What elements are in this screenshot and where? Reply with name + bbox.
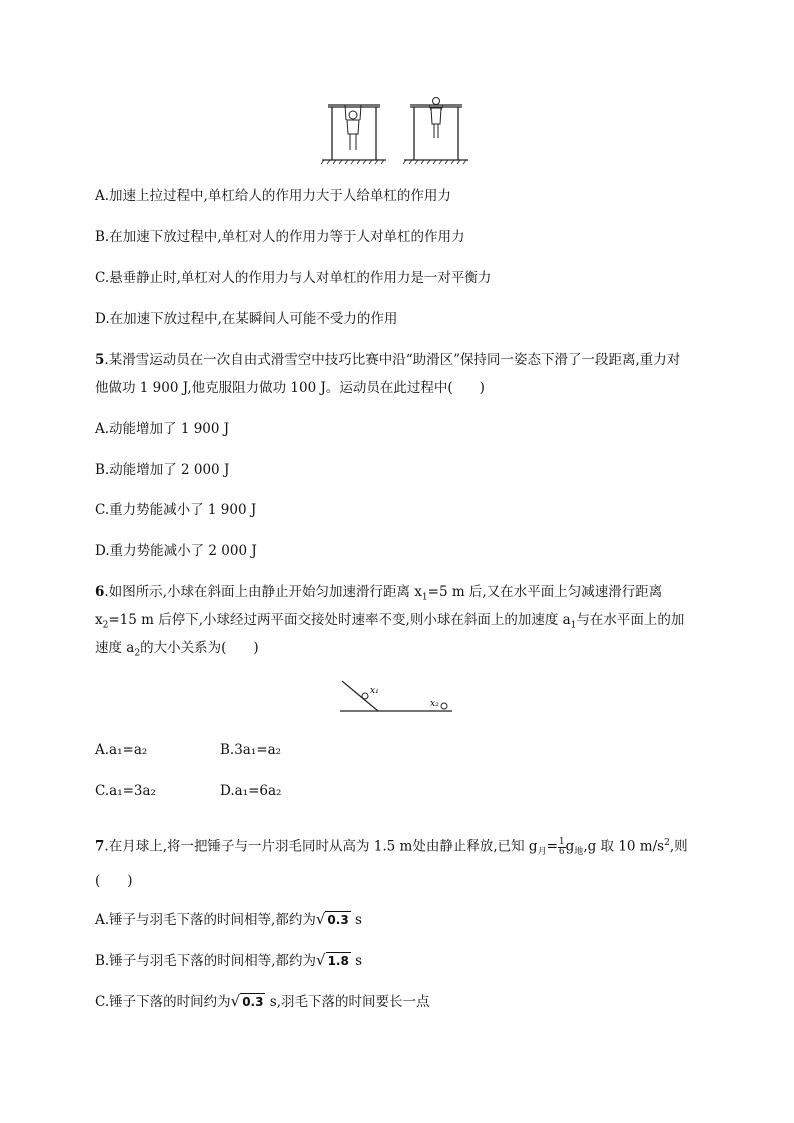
q6-stem-text3b: 的大小关系为( ) <box>140 640 259 656</box>
q6-sub-2b: 2 <box>134 648 141 659</box>
sqrt-icon: √ <box>315 910 326 928</box>
q6-stem-line2 <box>95 612 684 634</box>
person-hanging <box>345 105 361 150</box>
q7-option-c[interactable] <box>95 993 429 1010</box>
q6-option-d[interactable]: D.a₁=6a₂ <box>220 783 282 799</box>
q7-option-b-text: B.锤子与羽毛下落的时间相等,都约为 <box>95 953 317 969</box>
ball-on-incline <box>362 693 368 699</box>
q5-option-d[interactable]: D.重力势能减小了 2 000 J <box>95 543 257 559</box>
incline-figure <box>338 676 458 716</box>
q4-option-a[interactable]: A.加速上拉过程中,单杠给人的作用力大于人给单杠的作用力 <box>95 188 451 204</box>
q7-option-a-text: A.锤子与羽毛下落的时间相等,都约为 <box>95 912 316 928</box>
q7-eq: = <box>546 838 558 855</box>
q7-option-a[interactable] <box>95 911 362 928</box>
left-bar-frame <box>322 105 386 160</box>
q7-sub-earth: 地 <box>574 847 584 858</box>
q7-stem-text-c: ,则 <box>669 838 688 855</box>
q6-sub-2a: 2 <box>102 620 109 631</box>
q7-option-a-unit: s <box>350 912 362 928</box>
q6-stem-text3a: 速度 a <box>95 640 135 656</box>
q5-option-c[interactable]: C.重力势能减小了 1 900 J <box>95 502 257 518</box>
q6-stem-text2c: 与在水平面上的加 <box>576 612 685 628</box>
q7-frac-bot: 6 <box>558 846 565 857</box>
label-x1: x₁ <box>370 686 379 696</box>
q6-sub-1a: 1 <box>421 592 428 603</box>
pullup-figure <box>320 96 470 166</box>
q6-number: 6 <box>95 584 105 600</box>
q7-frac-top: 1 <box>558 836 565 847</box>
q7-sup-2: 2 <box>664 838 670 848</box>
sqrt-icon: √ <box>230 992 241 1010</box>
q7-option-a-radicand: 0.3 <box>327 913 349 927</box>
q4-option-c[interactable]: C.悬垂静止时,单杠对人的作用力与人对单杠的作用力是一对平衡力 <box>95 270 492 286</box>
q6-option-c[interactable]: C.a₁=3a₂ <box>95 783 156 799</box>
person-pulled-up <box>429 98 443 139</box>
q7-g-earth: g <box>565 838 575 855</box>
q7-stem <box>95 835 688 860</box>
q6-option-a[interactable]: A.a₁=a₂ <box>95 742 148 758</box>
label-x2: x₂ <box>430 699 439 709</box>
q7-number: 7 <box>95 838 105 855</box>
q7-stem-text-a: .在月球上,将一把锤子与一片羽毛同时从高为 1.5 m处由静止释放,已知 g <box>104 838 538 855</box>
q5-stem-line1 <box>95 352 680 368</box>
q5-stem-text1: .某滑雪运动员在一次自由式滑雪空中技巧比赛中沿“助滑区”保持同一姿态下滑了一段距离,重力对 <box>104 352 681 368</box>
q7-option-c-text: C.锤子下落的时间约为 <box>95 994 231 1010</box>
q7-option-b-unit: s <box>350 953 363 969</box>
ball-on-plane <box>441 703 447 709</box>
q7-option-c-text-b: s,羽毛下落的时间要长一点 <box>265 994 430 1010</box>
q6-stem-text1b: =5 m 后,又在水平面上匀减速滑行距离 <box>427 584 663 600</box>
q6-sub-1b: 1 <box>570 620 577 631</box>
q4-option-d[interactable]: D.在加速下放过程中,在某瞬间人可能不受力的作用 <box>95 311 398 327</box>
q6-stem-text1a: .如图所示,小球在斜面上由静止开始匀加速滑行距离 x <box>104 584 422 600</box>
q5-stem-line2: 他做功 1 900 J,他克服阻力做功 100 J。运动员在此过程中( ) <box>95 380 485 396</box>
q6-stem-text2a: x <box>95 612 103 628</box>
q7-option-c-radicand: 0.3 <box>242 995 264 1009</box>
q7-stem-text-b: ,g 取 10 m/s <box>583 838 665 855</box>
q6-stem-text2b: =15 m 后停下,小球经过两平面交接处时速率不变,则小球在斜面上的加速度 a <box>108 612 571 628</box>
q5-number: 5 <box>95 352 105 368</box>
q5-option-b[interactable]: B.动能增加了 2 000 J <box>95 462 230 478</box>
q7-option-b[interactable] <box>95 952 362 969</box>
q6-stem-line3 <box>95 640 259 662</box>
q7-paren: ( ) <box>95 873 133 889</box>
q7-sub-moon: 月 <box>537 847 547 858</box>
q6-option-b[interactable]: B.3a₁=a₂ <box>220 742 282 758</box>
q5-option-a[interactable]: A.动能增加了 1 900 J <box>95 421 230 437</box>
q4-option-b[interactable]: B.在加速下放过程中,单杠对人的作用力等于人对单杠的作用力 <box>95 229 465 245</box>
right-bar-frame <box>404 105 468 160</box>
q7-option-b-radicand: 1.8 <box>327 954 349 968</box>
q7-fraction <box>558 838 566 857</box>
q6-stem-line1 <box>95 584 662 606</box>
sqrt-icon: √ <box>316 951 326 969</box>
